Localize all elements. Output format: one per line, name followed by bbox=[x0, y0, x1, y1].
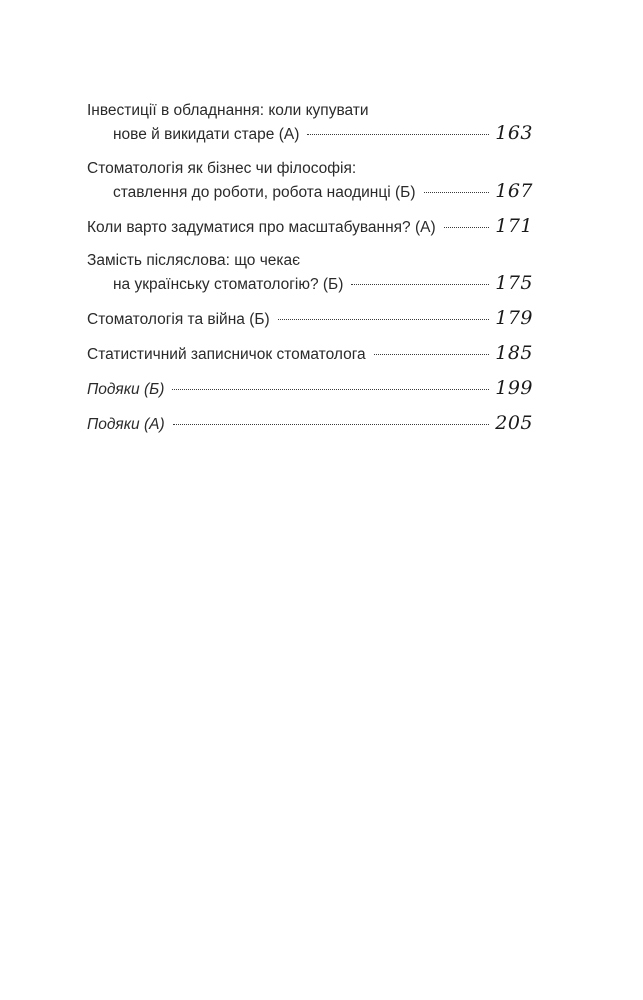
toc-entry-title-line: Подяки (Б) bbox=[87, 381, 165, 398]
dot-leader bbox=[173, 424, 490, 425]
toc-entry[interactable] bbox=[87, 377, 533, 401]
toc-entry-title-line: Подяки (А) bbox=[87, 416, 165, 433]
toc-page-number: 199 bbox=[495, 377, 533, 399]
toc-entry[interactable] bbox=[87, 412, 533, 436]
toc-entry-title-line: Замість післяслова: що чекає bbox=[87, 252, 301, 269]
toc-entry[interactable] bbox=[87, 100, 533, 146]
dot-leader bbox=[307, 134, 489, 135]
dot-leader bbox=[374, 354, 490, 355]
toc-entry[interactable] bbox=[87, 158, 533, 204]
toc-page-number: 175 bbox=[495, 272, 533, 294]
toc-page-number: 163 bbox=[495, 122, 533, 144]
toc-entry-title-line: ставлення до роботи, робота наодинці (Б) bbox=[113, 184, 416, 201]
toc-page-number: 185 bbox=[495, 342, 533, 364]
toc-entry-title-line: Статистичний записничок стоматолога bbox=[87, 346, 366, 363]
toc-page-number: 205 bbox=[495, 412, 533, 434]
toc-entry-title-line: Коли варто задуматися про масштабування? (А) bbox=[87, 219, 436, 236]
toc-entry[interactable] bbox=[87, 250, 533, 296]
dot-leader bbox=[424, 192, 490, 193]
toc-entry-title-line: Інвестиції в обладнання: коли купувати bbox=[87, 102, 369, 119]
toc-page-number: 167 bbox=[495, 180, 533, 202]
toc-page-number: 171 bbox=[495, 215, 533, 237]
dot-leader bbox=[172, 389, 489, 390]
toc-page-number: 179 bbox=[495, 307, 533, 329]
toc-entry-title-line: Стоматологія як бізнес чи філософія: bbox=[87, 160, 357, 177]
toc-entry-title-line: Стоматологія та війна (Б) bbox=[87, 311, 270, 328]
toc-entry[interactable] bbox=[87, 307, 533, 331]
dot-leader bbox=[351, 284, 489, 285]
dot-leader bbox=[444, 227, 490, 228]
toc-entry[interactable] bbox=[87, 215, 533, 239]
toc-entry-title-line: нове й викидати старе (А) bbox=[113, 126, 300, 143]
dot-leader bbox=[278, 319, 490, 320]
table-of-contents bbox=[87, 100, 533, 436]
toc-entry[interactable] bbox=[87, 342, 533, 366]
toc-entry-title-line: на українську стоматологію? (Б) bbox=[113, 276, 344, 293]
